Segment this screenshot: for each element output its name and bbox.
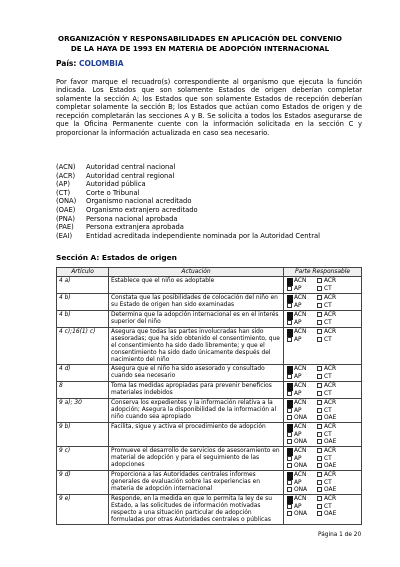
checkbox-unchecked[interactable] (317, 320, 322, 325)
action-cell: Conserva los expedientes y la información relativa a la adopción; Asegura la disponibilidad de la información al niño cuando sea apropiado (109, 399, 284, 423)
checkbox-checked[interactable] (287, 312, 293, 320)
checkbox-label: ACN (294, 382, 307, 389)
responsible-cell (284, 399, 362, 423)
instructions-paragraph: Por favor marque el recuadro(s) correspondiente al organismo que ejecuta la función indicada. Los Estados que son solamente Estados de origen deberían completar solamente la sección A; los Estados que son solamente Estados de recepción deberían completar solamente la sección B; los Estados que actúan como Estados de origen y de recepción completarán las secciones A y B. Se solicita a todos los Estados asegurarse de que la Oficina Permanente cuente con la información solicitada en la sección C y proporcionar la información actualizada en caso sea necesario. (56, 78, 362, 137)
checkbox-unchecked[interactable] (287, 432, 292, 437)
checkbox-unchecked[interactable] (317, 374, 322, 379)
abbreviation-code: (ACR) (56, 171, 76, 180)
table-row (57, 311, 362, 328)
country-value: COLOMBIA (79, 59, 124, 68)
abbreviation-code: (ONA) (56, 197, 77, 206)
abbreviation-description: Corte o Tribunal (86, 188, 140, 197)
checkbox-unchecked[interactable] (317, 448, 322, 453)
checkbox-label: ACN (294, 471, 307, 478)
action-cell: Constata que las posibilidades de colocación del niño en su Estado de origen han sido examinadas (109, 294, 284, 311)
responsible-cell (284, 328, 362, 365)
checkbox-unchecked[interactable] (317, 463, 322, 468)
checkbox-unchecked[interactable] (317, 480, 322, 485)
checkbox-label: CT (324, 319, 332, 326)
checkbox-label: ACR (324, 399, 337, 406)
action-cell: Establece que el niño es adoptable (109, 277, 284, 294)
checkbox-label: ACR (324, 328, 337, 335)
article-cell: 9 c) (57, 447, 109, 471)
checkbox-unchecked[interactable] (317, 504, 322, 509)
checkbox-label: CT (324, 407, 332, 414)
responsible-cell (284, 311, 362, 328)
abbreviation-code: (OAE) (56, 205, 76, 214)
checkbox-unchecked[interactable] (287, 320, 292, 325)
checkbox-label: ACN (294, 328, 307, 335)
checkbox-label: AP (294, 407, 302, 414)
checkbox-unchecked[interactable] (287, 456, 292, 461)
checkbox-unchecked[interactable] (317, 366, 322, 371)
checkbox-label: AP (294, 319, 302, 326)
document-title (20, 34, 380, 53)
checkbox-label: AP (294, 285, 302, 292)
checkbox-label: CT (324, 479, 332, 486)
responsible-cell (284, 495, 362, 525)
article-cell: 4 d) (57, 365, 109, 382)
checkbox-label: ONA (294, 414, 308, 421)
article-cell: 9 a); 30 (57, 399, 109, 423)
checkbox-checked[interactable] (287, 278, 293, 286)
title-line-2: DE LA HAYA DE 1993 EN MATERIA DE ADOPCIÓN INTERNACIONAL (70, 43, 330, 53)
checkbox-label: AP (294, 455, 302, 462)
checkbox-unchecked[interactable] (317, 278, 322, 283)
table-row (57, 277, 362, 294)
checkbox-label: AP (294, 302, 302, 309)
action-cell: Proporciona a las Autoridades centrales informes generales de evaluación sobre las experiencias en materia de adopción internacional (109, 471, 284, 495)
checkbox-unchecked[interactable] (317, 383, 322, 388)
table-row (57, 447, 362, 471)
checkbox-checked[interactable] (287, 496, 293, 504)
header-actuacion: Actuación (109, 268, 284, 277)
checkbox-label: CT (324, 336, 332, 343)
checkbox-unchecked[interactable] (287, 337, 292, 342)
abbreviation-description: Autoridad pública (86, 180, 146, 189)
checkbox-checked[interactable] (287, 448, 293, 456)
checkbox-label: CT (324, 285, 332, 292)
checkbox-label: ACR (324, 365, 337, 372)
article-cell: 9 d) (57, 471, 109, 495)
abbreviation-code: (CT) (56, 188, 71, 197)
article-cell: 8 (57, 382, 109, 399)
article-cell: 9 b) (57, 423, 109, 447)
abbreviation-item (56, 206, 366, 215)
table-header-row (57, 268, 362, 277)
checkbox-unchecked[interactable] (317, 456, 322, 461)
action-cell: Responde, en la medida en que lo permita la ley de su Estado, a las solicitudes de información motivadas respecto a una situación particular de adopción formuladas por otras Autoridades centrales o públicas (109, 495, 284, 525)
checkbox-label: OAE (324, 510, 337, 517)
article-cell: 9 e) (57, 495, 109, 525)
checkbox-label: ACR (324, 447, 337, 454)
checkbox-unchecked[interactable] (317, 391, 322, 396)
checkbox-label: CT (324, 302, 332, 309)
table-row (57, 471, 362, 495)
abbreviation-code: (PNA) (56, 214, 76, 223)
checkbox-label: ONA (294, 510, 308, 517)
checkbox-label: OAE (324, 414, 337, 421)
checkbox-label: OAE (324, 462, 337, 469)
abbreviation-item (56, 197, 366, 206)
abbreviation-code: (ACN) (56, 163, 76, 171)
country-label: País: (56, 59, 77, 68)
checkbox-unchecked[interactable] (317, 432, 322, 437)
article-cell: 4 b) (57, 294, 109, 311)
checkbox-unchecked[interactable] (287, 408, 292, 413)
action-cell: Asegura que todas las partes involucradas han sido asesoradas; que ha sido obtenido el consentimiento, que el consentimiento ha sido dado libremente; y que el consentimiento ha sido dado únicamente después del nacimiento del niño (109, 328, 284, 365)
checkbox-unchecked[interactable] (317, 400, 322, 405)
checkbox-unchecked[interactable] (287, 374, 292, 379)
abbreviation-item (56, 180, 366, 189)
abbreviation-code: (AP) (56, 180, 70, 189)
checkbox-label: AP (294, 503, 302, 510)
header-articulo: Artículo (57, 268, 109, 277)
abbreviation-description: Persona nacional aprobada (86, 214, 178, 223)
checkbox-checked[interactable] (287, 295, 293, 303)
action-cell: Toma las medidas apropiadas para prevenir beneficios materiales indebidos (109, 382, 284, 399)
checkbox-label: ACN (294, 311, 307, 318)
checkbox-unchecked[interactable] (317, 329, 322, 334)
table-row (57, 399, 362, 423)
responsibility-table (56, 267, 362, 525)
checkbox-checked[interactable] (287, 424, 293, 432)
checkbox-unchecked[interactable] (287, 286, 292, 291)
abbreviation-description: Entidad acreditada independiente nominada por la Autoridad Central (86, 231, 320, 240)
checkbox-unchecked[interactable] (287, 480, 292, 485)
abbreviation-item (56, 163, 366, 172)
checkbox-unchecked[interactable] (317, 408, 322, 413)
checkbox-label: ACN (294, 365, 307, 372)
checkbox-unchecked[interactable] (317, 439, 322, 444)
header-parte-responsable: Parte Responsable (284, 268, 362, 277)
abbreviation-item (56, 189, 366, 198)
table-row (57, 294, 362, 311)
checkbox-label: AP (294, 479, 302, 486)
checkbox-checked[interactable] (287, 472, 293, 480)
action-cell: Facilita, sigue y activa el procedimiento de adopción (109, 423, 284, 447)
abbreviation-description: Organismo nacional acreditado (86, 197, 192, 206)
checkbox-label: ACR (324, 311, 337, 318)
checkbox-unchecked[interactable] (317, 496, 322, 501)
checkbox-label: ACR (324, 382, 337, 389)
section-a-title: Sección A: Estados de origen (56, 253, 177, 262)
checkbox-label: AP (294, 336, 302, 343)
abbreviation-code: (EAI) (56, 231, 73, 240)
checkbox-unchecked[interactable] (317, 415, 322, 420)
checkbox-label: ACR (324, 495, 337, 502)
checkbox-label: OAE (324, 486, 337, 493)
checkbox-unchecked[interactable] (287, 487, 292, 492)
abbreviation-item (56, 232, 366, 241)
checkbox-unchecked[interactable] (287, 439, 292, 444)
title-line-1: ORGANIZACIÓN Y RESPONSABILIDADES EN APLICACIÓN DEL CONVENIO (58, 34, 342, 43)
checkbox-checked[interactable] (287, 400, 293, 408)
checkbox-label: ONA (294, 438, 308, 445)
checkbox-unchecked[interactable] (317, 286, 322, 291)
table-row (57, 423, 362, 447)
responsible-cell (284, 471, 362, 495)
checkbox-unchecked[interactable] (317, 337, 322, 342)
checkbox-checked[interactable] (287, 329, 293, 337)
article-cell: 4 c);16(1) c) (57, 328, 109, 365)
table-row (57, 382, 362, 399)
country-line (56, 59, 124, 68)
checkbox-unchecked[interactable] (317, 511, 322, 516)
checkbox-unchecked[interactable] (287, 391, 292, 396)
checkbox-label: ACN (294, 447, 307, 454)
checkbox-label: ACN (294, 399, 307, 406)
checkbox-label: OAE (324, 438, 337, 445)
abbreviation-description: Autoridad central regional (86, 171, 175, 180)
checkbox-label: ACR (324, 471, 337, 478)
checkbox-unchecked[interactable] (287, 415, 292, 420)
action-cell: Determina que la adopción internacional es en el interés superior del niño (109, 311, 284, 328)
action-cell: Asegura que el niño ha sido asesorado y consultado cuando sea necesario (109, 365, 284, 382)
checkbox-unchecked[interactable] (317, 487, 322, 492)
checkbox-label: CT (324, 431, 332, 438)
checkbox-label: AP (294, 390, 302, 397)
checkbox-unchecked[interactable] (317, 295, 322, 300)
checkbox-label: ACR (324, 294, 337, 301)
abbreviation-list (56, 163, 366, 240)
action-cell: Promueve el desarrollo de servicios de asesoramiento en material de adopción y para el seguimiento de las adopciones (109, 447, 284, 471)
checkbox-label: ACN (294, 294, 307, 301)
abbreviation-description: Persona extranjera aprobada (86, 223, 184, 232)
checkbox-label: CT (324, 503, 332, 510)
checkbox-label: AP (294, 431, 302, 438)
checkbox-label: ONA (294, 462, 308, 469)
checkbox-label: ACN (294, 277, 307, 284)
checkbox-unchecked[interactable] (287, 511, 292, 516)
abbreviation-description: Organismo extranjero acreditado (86, 205, 198, 214)
responsible-cell (284, 294, 362, 311)
responsible-cell (284, 277, 362, 294)
checkbox-unchecked[interactable] (317, 424, 322, 429)
abbreviation-item (56, 215, 366, 224)
checkbox-unchecked[interactable] (287, 463, 292, 468)
checkbox-label: CT (324, 373, 332, 380)
abbreviation-item (56, 172, 366, 181)
responsible-cell (284, 447, 362, 471)
checkbox-label: CT (324, 455, 332, 462)
article-cell: 4 b) (57, 311, 109, 328)
responsible-cell (284, 365, 362, 382)
abbreviation-item (56, 223, 366, 232)
responsible-cell (284, 423, 362, 447)
checkbox-label: AP (294, 373, 302, 380)
abbreviation-description: Autoridad central nacional (86, 163, 176, 171)
table-row (57, 328, 362, 365)
article-cell: 4 a) (57, 277, 109, 294)
checkbox-label: ACR (324, 423, 337, 430)
checkbox-unchecked[interactable] (287, 303, 292, 308)
checkbox-label: ACR (324, 277, 337, 284)
checkbox-checked[interactable] (287, 366, 293, 374)
table-row (57, 365, 362, 382)
table-row (57, 495, 362, 525)
page-number: Página 1 de 20 (318, 532, 362, 538)
responsible-cell (284, 382, 362, 399)
abbreviation-code: (PAE) (56, 223, 74, 232)
checkbox-unchecked[interactable] (287, 504, 292, 509)
checkbox-unchecked[interactable] (317, 303, 322, 308)
checkbox-unchecked[interactable] (317, 472, 322, 477)
checkbox-checked[interactable] (287, 383, 293, 391)
checkbox-unchecked[interactable] (317, 312, 322, 317)
checkbox-label: ONA (294, 486, 308, 493)
checkbox-label: ACN (294, 495, 307, 502)
checkbox-label: ACN (294, 423, 307, 430)
checkbox-label: CT (324, 390, 332, 397)
